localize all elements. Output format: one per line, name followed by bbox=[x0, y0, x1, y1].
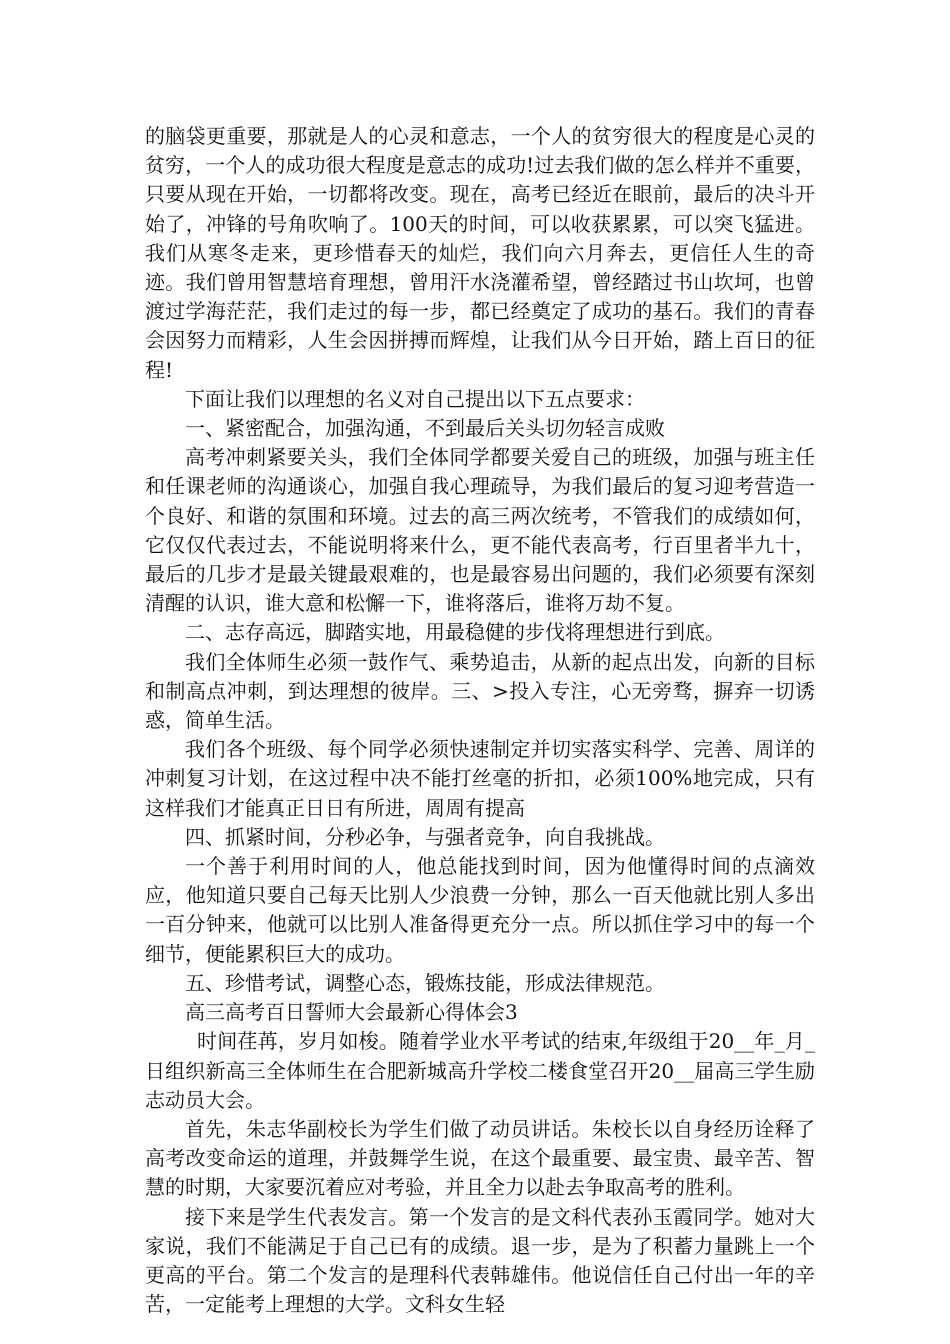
paragraph-requirement-4-body: 一个善于利用时间的人，他总能找到时间，因为他懂得时间的点滴效应，他知道只要自己每天比别人少浪费一分钟，那么一百天他就比别人多出一百分钟来，他就可以比别人准备得更充分一点。所以抓住学习中的每一个细节，便能累积巨大的成功。 bbox=[145, 854, 815, 966]
heading-requirement-5: 五、珍惜考试，调整心态，锻炼技能，形成法律规范。 bbox=[185, 970, 665, 995]
paragraph-principal-speech: 首先，朱志华副校长为学生们做了动员讲话。朱校长以自身经历诠释了高考改变命运的道理，并鼓舞学生说，在这个最重要、最宝贵、最辛苦、智慧的时期，大家要沉着应对考验，并且全力以赴去争取高考的胜利。 bbox=[145, 1116, 815, 1200]
paragraph-requirement-3-body: 我们各个班级、每个同学必须快速制定并切实落实科学、完善、周详的冲刺复习计划，在这过程中决不能打丝毫的折扣，必须100%地完成，只有这样我们才能真正日日有所进，周周有提高 bbox=[145, 737, 815, 820]
heading-requirement-1: 一、紧密配合，加强沟通，不到最后关头切勿轻言成败 bbox=[185, 416, 665, 441]
paragraph-opening: 的脑袋更重要，那就是人的心灵和意志，一个人的贫穷很大的程度是心灵的贫穷，一个人的成功很大程度是意志的成功!过去我们做的怎么样并不重要，只要从现在开始，一切都将改变。现在，高考已经近在眼前，最后的决斗开始了，冲锋的号角吹响了。100天的时间，可以收获累累，可以突飞猛进。我们从寒冬走来，更珍惜春天的灿烂，我们向六月奔去，更信任人生的奇迹。我们曾用智慧培育理想，曾用汗水浇灌希望，曾经踏过书山坎坷，也曾渡过学海茫茫，我们走过的每一步，都已经奠定了成功的基石。我们的青春会因努力而精彩，人生会因拼搏而辉煌，让我们从今日开始，踏上百日的征程! bbox=[145, 124, 815, 382]
paragraph-requirement-1-body: 高考冲刺紧要关头，我们全体同学都要关爱自己的班级，加强与班主任和任课老师的沟通谈心，加强自我心理疏导，为我们最后的复习迎考营造一个良好、和谐的氛围和环境。过去的高三两次统考，不管我们的成绩如何，它仅仅代表过去，不能说明将来什么，更不能代表高考，行百里者半九十，最后的几步才是最关键最艰难的，也是最容易出问题的，我们必须要有深刻清醒的认识，谁大意和松懈一下，谁将落后，谁将万劫不复。 bbox=[145, 445, 815, 616]
paragraph-event-intro: 时间荏苒，岁月如梭。随着学业水平考试的结束,年级组于20__年_月_日组织新高三全体师生在合肥新城高升学校二楼食堂召开20__届高三学生励志动员大会。 bbox=[145, 1029, 815, 1112]
document-body bbox=[145, 122, 815, 1319]
paragraph-student-speeches: 接下来是学生代表发言。第一个发言的是文科代表孙玉霞同学。她对大家说，我们不能满足于自己已有的成绩。退一步，是为了积蓄力量跳上一个更高的平台。第二个发言的是理科代表韩雄伟。他说信任自己付出一年的辛苦，一定能考上理想的大学。文科女生轻 bbox=[145, 1204, 815, 1317]
heading-requirement-2: 二、志存高远，脚踏实地，用最稳健的步伐将理想进行到底。 bbox=[185, 620, 725, 645]
paragraph-requirements-intro: 下面让我们以理想的名义对自己提出以下五点要求： bbox=[185, 386, 645, 411]
paragraph-requirement-2-body: 我们全体师生必须一鼓作气、乘势追击，从新的起点出发，向新的目标和制高点冲刺，到达理想的彼岸。三、>投入专注，心无旁骛，摒弃一切诱惑，简单生活。 bbox=[145, 649, 815, 733]
section-title: 高三高考百日誓师大会最新心得体会3 bbox=[185, 1000, 518, 1025]
heading-requirement-4: 四、抓紧时间，分秒必争，与强者竞争，向自我挑战。 bbox=[185, 824, 665, 849]
